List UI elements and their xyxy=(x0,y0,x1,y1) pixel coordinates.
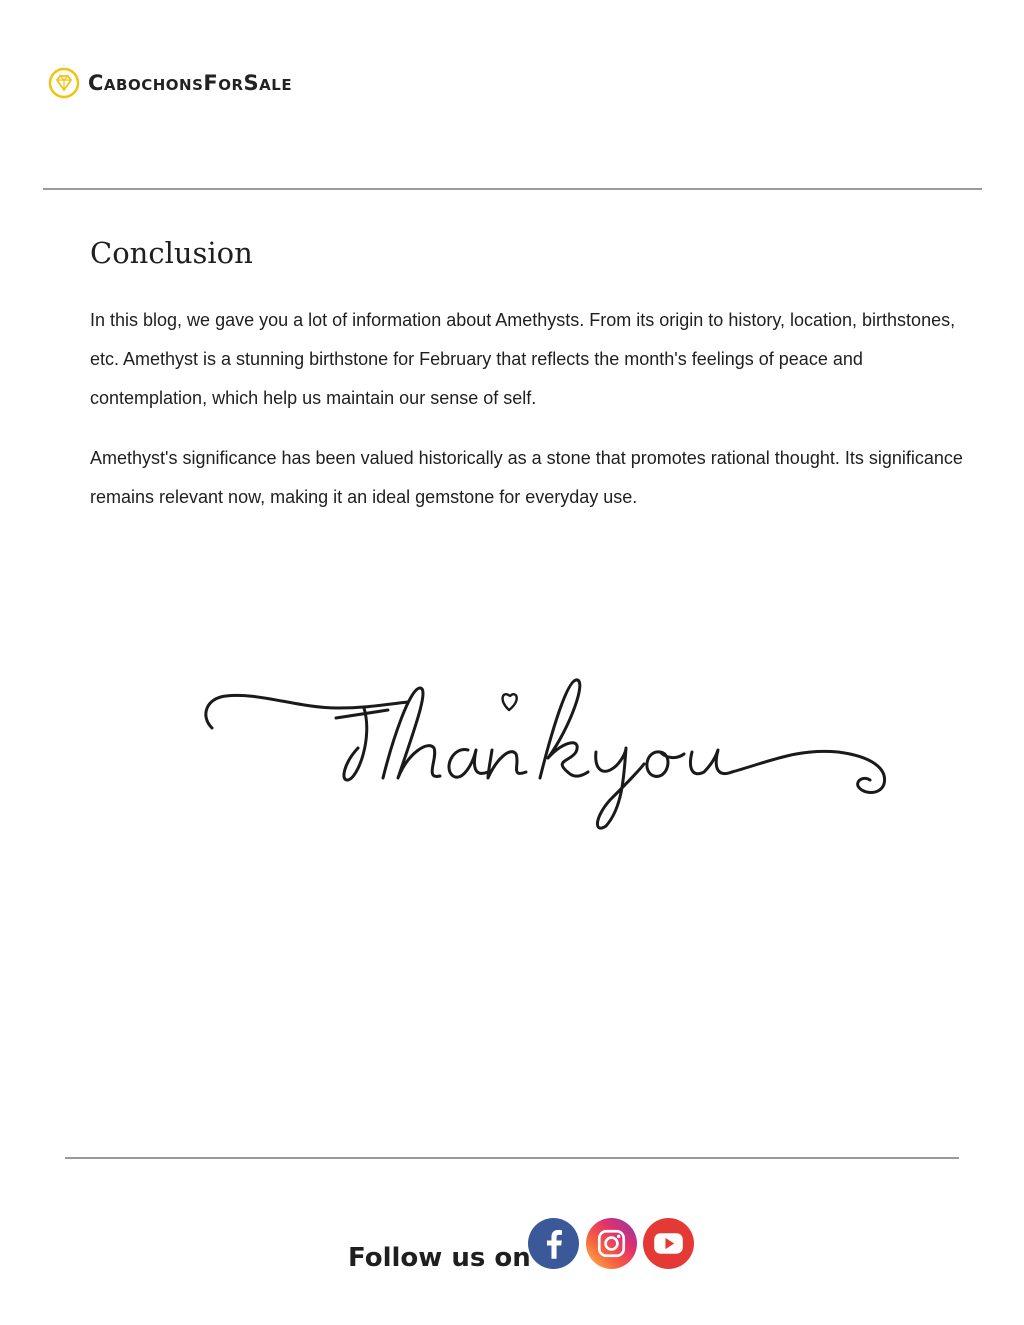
brand-name: CabochonsForSale xyxy=(88,71,293,95)
facebook-icon[interactable] xyxy=(528,1218,579,1269)
thank-you-script-image xyxy=(198,668,898,838)
youtube-icon[interactable] xyxy=(643,1218,694,1269)
top-divider xyxy=(43,188,982,190)
bottom-divider xyxy=(65,1157,959,1159)
paragraph: In this blog, we gave you a lot of information about Amethysts. From its origin to history, location, birthstones, etc. Amethyst is a stunning birthstone for February that reflects the month's feelings of peace and contemplation, which help us maintain our sense of self. xyxy=(90,310,956,408)
brand-logo[interactable] xyxy=(48,64,292,102)
section-heading: Conclusion xyxy=(90,236,253,270)
paragraph: Amethyst's significance has been valued historically as a stone that promotes rational thought. Its significance remains relevant now, making it an ideal gemstone for everyday use. xyxy=(90,448,963,507)
gem-icon xyxy=(48,67,80,99)
follow-us-label: Follow us on xyxy=(348,1243,531,1273)
instagram-icon[interactable] xyxy=(586,1218,637,1269)
